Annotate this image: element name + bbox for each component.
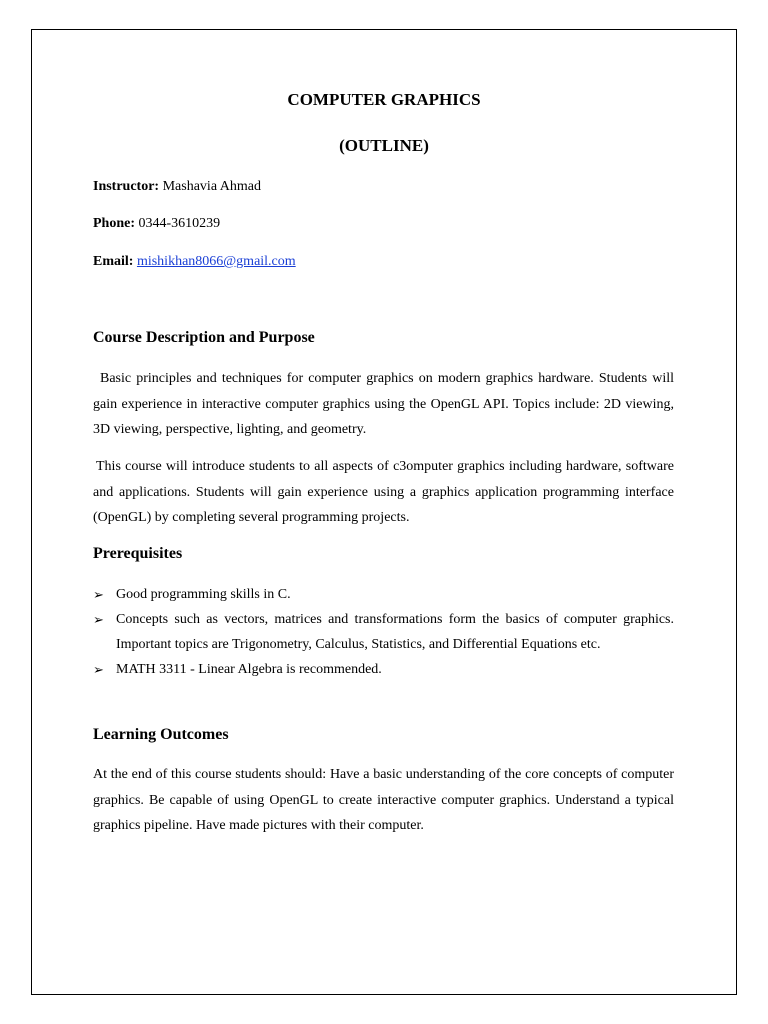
list-item-text: Good programming skills in C. <box>116 587 291 602</box>
list-item-text: MATH 3311 - Linear Algebra is recommended. <box>116 662 382 677</box>
document-subtitle: (OUTLINE) <box>339 136 429 155</box>
phone-number: 0344-3610239 <box>138 216 221 231</box>
arrow-bullet-icon: ➢ <box>93 587 104 602</box>
arrow-bullet-icon: ➢ <box>93 662 104 677</box>
prerequisites-heading: Prerequisites <box>93 545 183 562</box>
learning-outcomes-heading: Learning Outcomes <box>93 726 229 743</box>
instructor-line <box>93 179 261 195</box>
phone-label: Phone: <box>93 216 135 231</box>
document-title: COMPUTER GRAPHICS <box>287 90 481 109</box>
list-item <box>93 607 674 657</box>
email-line <box>93 254 296 270</box>
list-item-text: Concepts such as vectors, matrices and transformations form the basics of computer graphics. Important topics are Trigonometry, Calculus, Statistics, and Differential Equations etc. <box>116 612 674 652</box>
learning-outcomes-paragraph: At the end of this course students should: Have a basic understanding of the core concepts of computer graphics. Be capable of using OpenGL to create interactive computer graphics. Understand a typical graphics pipeline. Have made pictures with their computer. <box>93 767 674 833</box>
course-description-paragraph-1: Basic principles and techniques for computer graphics on modern graphics hardware. Students will gain experience in interactive computer graphics using the OpenGL API. Topics include: 2D viewing, 3D viewing, perspective, lighting, and geometry. <box>93 371 674 437</box>
prerequisites-list <box>93 582 674 682</box>
arrow-bullet-icon: ➢ <box>93 612 104 627</box>
list-item <box>93 582 674 607</box>
email-link[interactable]: mishikhan8066@gmail.com <box>136 254 296 269</box>
phone-line <box>93 216 220 232</box>
instructor-label: Instructor: <box>93 179 160 194</box>
list-item <box>93 657 674 682</box>
instructor-name: Mashavia Ahmad <box>162 179 261 194</box>
email-label: Email: <box>93 254 134 269</box>
course-description-paragraph-2: This course will introduce students to all aspects of c3omputer graphics including hardware, software and applications. Students will gain experience using a graphics application programming interface (OpenGL) by completing several programming projects. <box>93 459 674 525</box>
course-description-heading: Course Description and Purpose <box>93 329 315 346</box>
